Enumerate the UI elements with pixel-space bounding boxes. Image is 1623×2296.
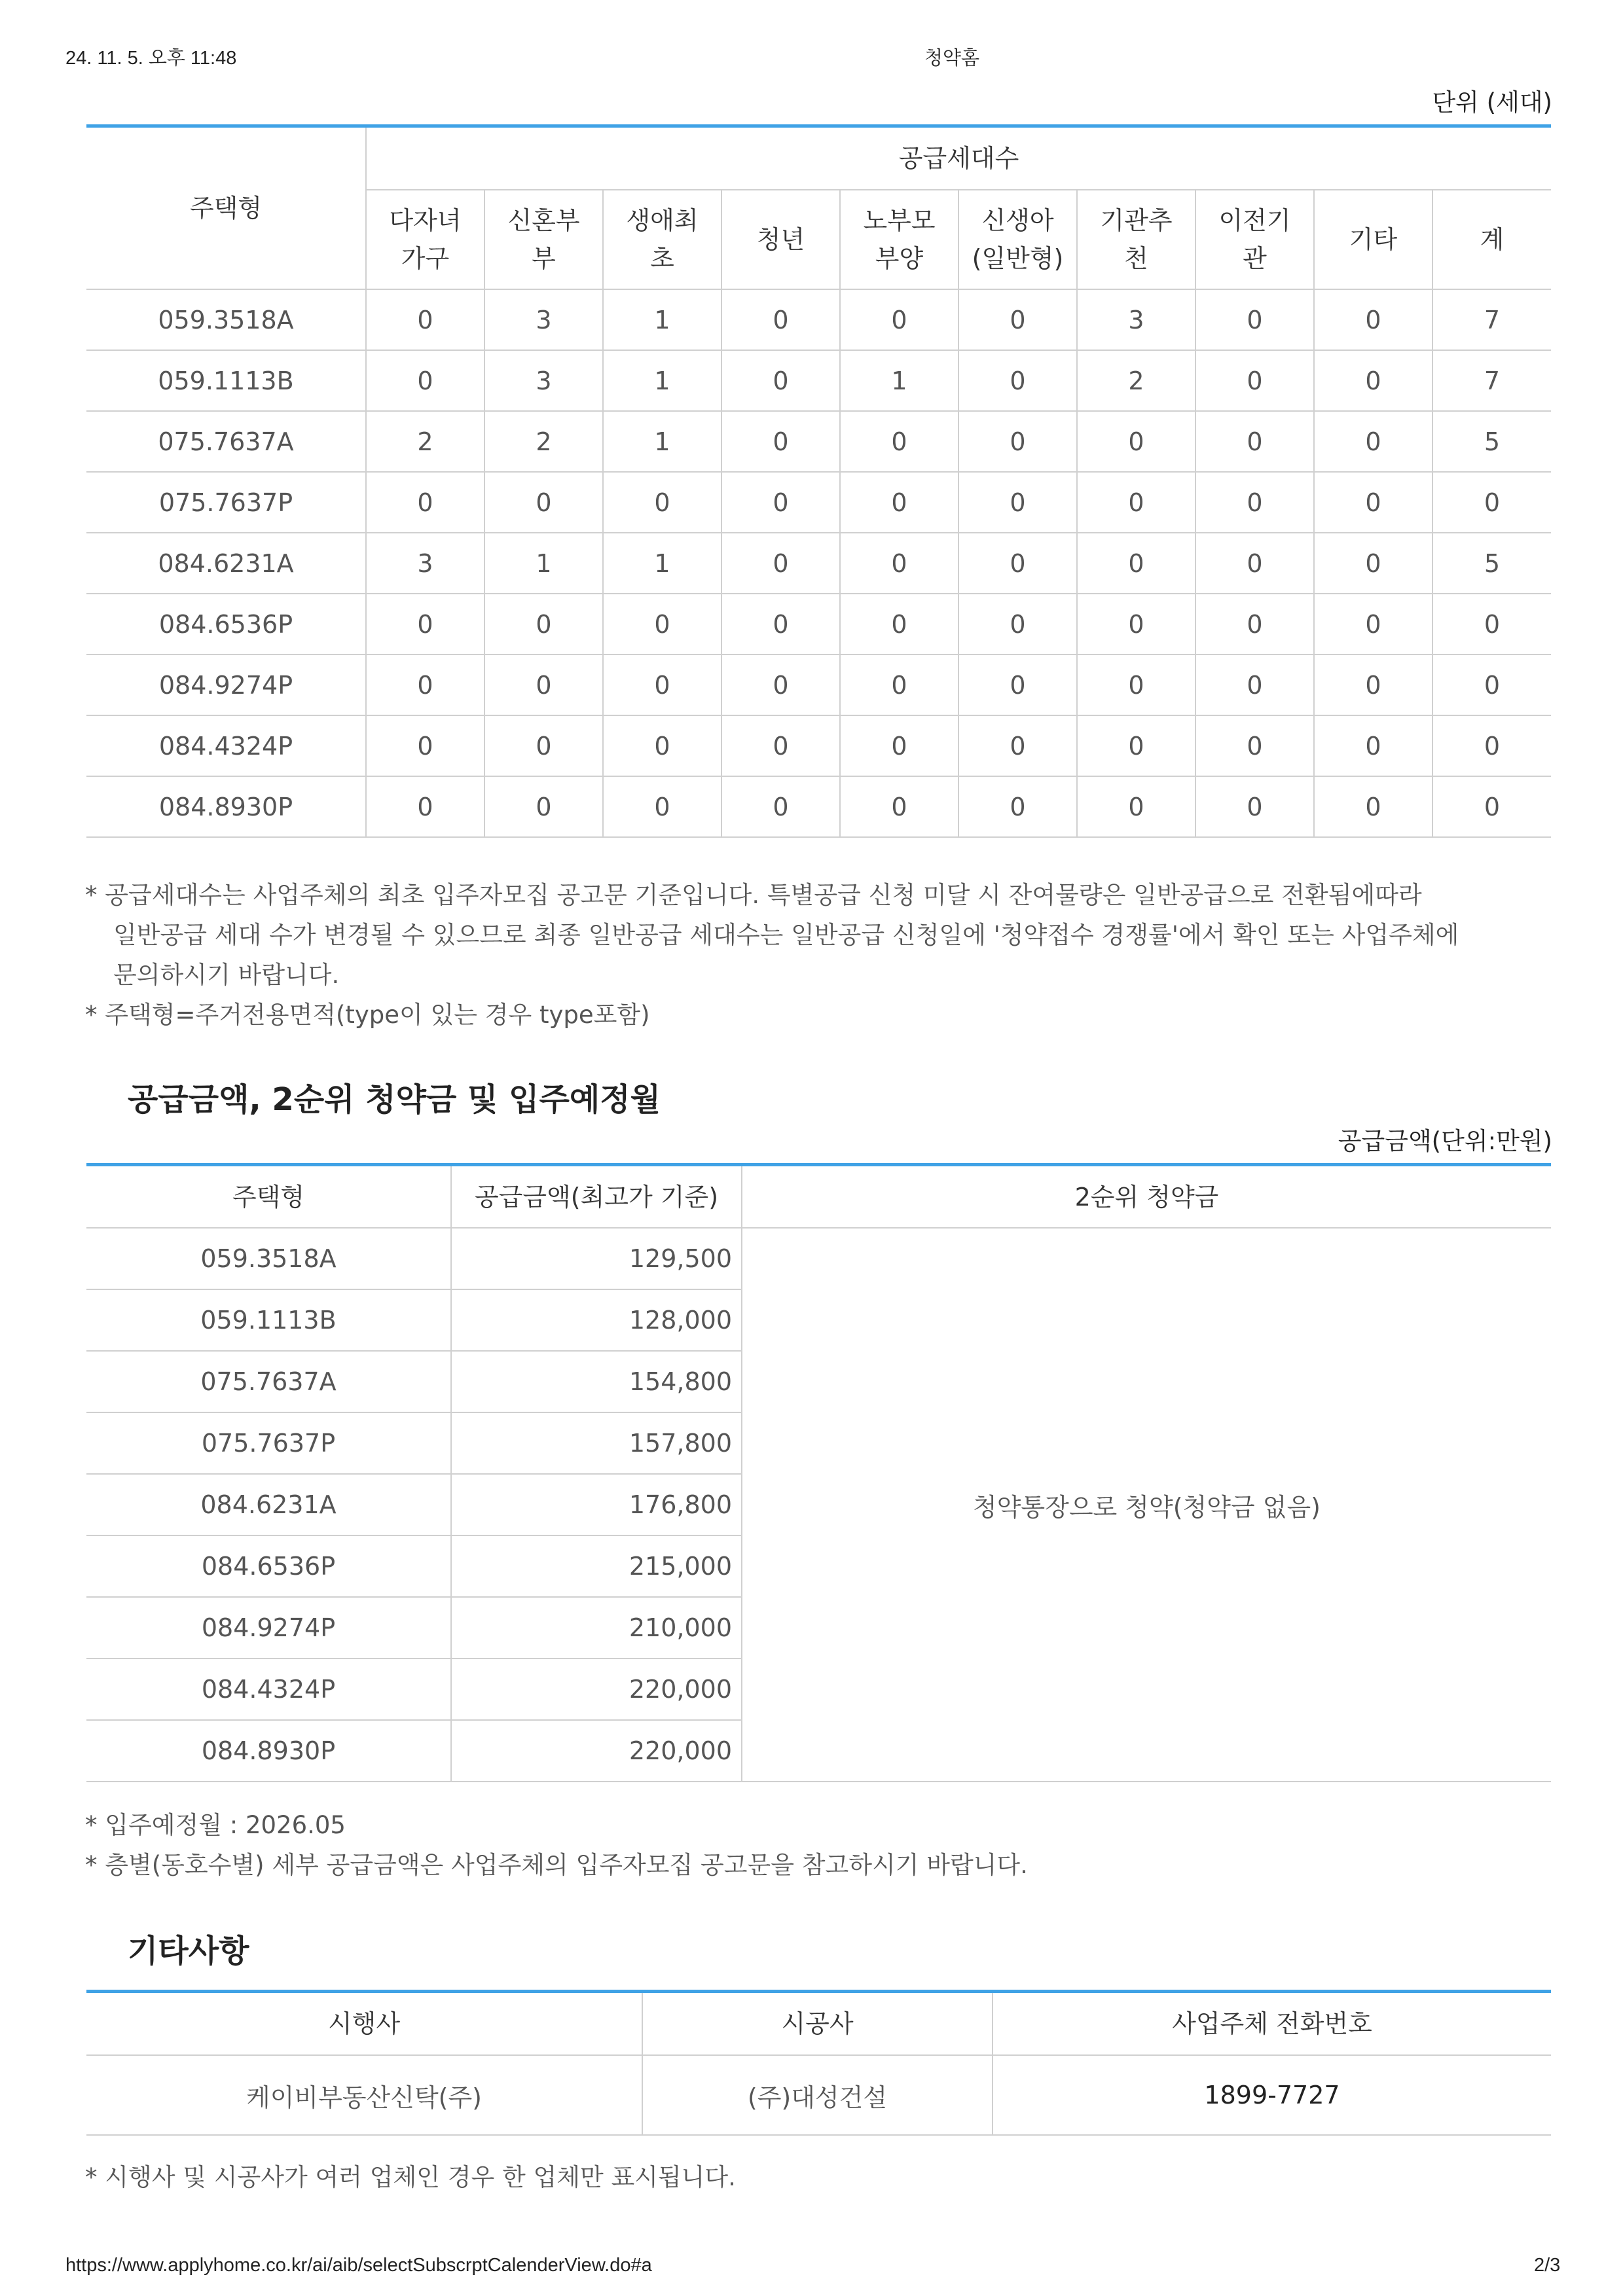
supply-col-header: 신혼부 부 xyxy=(484,190,603,289)
other-info-table xyxy=(86,1990,1551,2136)
supply-count-cell: 0 xyxy=(1432,715,1551,776)
supply-col-header: 다자녀 가구 xyxy=(366,190,484,289)
supply-row xyxy=(86,472,1551,533)
supply-count-cell: 0 xyxy=(721,594,840,655)
supply-count-cell: 0 xyxy=(1432,472,1551,533)
housing-type-cell: 084.4324P xyxy=(86,715,366,776)
supply-count-cell: 1 xyxy=(840,350,958,411)
supply-count-cell: 0 xyxy=(484,594,603,655)
supply-price-cell: 176,800 xyxy=(451,1474,742,1535)
supply-count-cell: 0 xyxy=(1077,776,1195,837)
supply-count-cell: 0 xyxy=(840,776,958,837)
supply-count-cell: 0 xyxy=(484,655,603,715)
supply-price-cell: 157,800 xyxy=(451,1412,742,1474)
other-note: * 시행사 및 시공사가 여러 업체인 경우 한 업체만 표시됩니다. xyxy=(85,2163,736,2191)
supply-count-cell: 0 xyxy=(840,411,958,472)
supply-price-cell: 220,000 xyxy=(451,1659,742,1720)
housing-type-header: 주택형 xyxy=(86,126,366,290)
housing-type-cell: 075.7637A xyxy=(86,411,366,472)
supply-units-table xyxy=(86,124,1551,838)
supply-count-cell: 0 xyxy=(1195,411,1314,472)
supply-price-cell: 210,000 xyxy=(451,1597,742,1659)
supply-row xyxy=(86,350,1551,411)
supply-count-cell: 2 xyxy=(1077,350,1195,411)
supply-count-cell: 0 xyxy=(1195,472,1314,533)
supply-count-cell: 0 xyxy=(1314,715,1432,776)
supply-count-cell: 0 xyxy=(1314,776,1432,837)
supply-count-cell: 0 xyxy=(484,472,603,533)
supply-row xyxy=(86,655,1551,715)
supply-count-cell: 0 xyxy=(1077,411,1195,472)
supply-count-cell: 1 xyxy=(603,289,721,350)
constructor-value: (주)대성건설 xyxy=(642,2055,993,2135)
price-unit-label: 공급금액(단위:만원) xyxy=(1338,1127,1552,1155)
supply-col-header: 생애최 초 xyxy=(603,190,721,289)
supply-notes xyxy=(85,875,1459,1035)
housing-type-cell: 084.6536P xyxy=(86,1535,451,1597)
supply-row xyxy=(86,776,1551,837)
supply-count-cell: 5 xyxy=(1432,533,1551,594)
supply-count-cell: 0 xyxy=(958,289,1077,350)
supply-count-cell: 1 xyxy=(603,350,721,411)
move-in-note: * 입주예정월 : 2026.05 xyxy=(85,1811,346,1839)
phone-header: 사업주체 전화번호 xyxy=(993,1992,1551,2056)
supply-count-cell: 0 xyxy=(366,776,484,837)
supply-note-2: 일반공급 세대 수가 변경될 수 있으므로 최종 일반공급 세대수는 일반공급 신청일에 '청약접수 경쟁률'에서 확인 또는 사업주체에 xyxy=(113,921,1459,949)
supply-count-cell: 0 xyxy=(484,776,603,837)
other-section-title: 기타사항 xyxy=(128,1933,249,1969)
supply-count-cell: 2 xyxy=(366,411,484,472)
supply-note-4: * 주택형=주거전용면적(type이 있는 경우 type포함) xyxy=(85,1001,650,1029)
supply-count-cell: 0 xyxy=(958,594,1077,655)
supply-price-cell: 215,000 xyxy=(451,1535,742,1597)
housing-type-cell: 084.9274P xyxy=(86,1597,451,1659)
price-col-deposit: 2순위 청약금 xyxy=(742,1165,1551,1229)
housing-type-cell: 084.6231A xyxy=(86,533,366,594)
supply-col-header: 이전기 관 xyxy=(1195,190,1314,289)
supply-count-cell: 0 xyxy=(958,411,1077,472)
supply-count-cell: 0 xyxy=(366,594,484,655)
supply-count-cell: 1 xyxy=(484,533,603,594)
supply-count-cell: 0 xyxy=(840,594,958,655)
supply-count-cell: 0 xyxy=(958,533,1077,594)
price-col-amount: 공급금액(최고가 기준) xyxy=(451,1165,742,1229)
supply-count-header: 공급세대수 xyxy=(366,126,1551,190)
supply-count-cell: 0 xyxy=(958,715,1077,776)
supply-count-cell: 0 xyxy=(1195,715,1314,776)
supply-count-cell: 0 xyxy=(603,472,721,533)
supply-count-cell: 0 xyxy=(958,655,1077,715)
supply-count-cell: 0 xyxy=(721,350,840,411)
supply-col-header: 기타 xyxy=(1314,190,1432,289)
supply-count-cell: 0 xyxy=(1314,594,1432,655)
housing-type-cell: 059.1113B xyxy=(86,1289,451,1351)
supply-col-header: 신생아 (일반형) xyxy=(958,190,1077,289)
supply-count-cell: 3 xyxy=(484,350,603,411)
housing-type-cell: 084.6536P xyxy=(86,594,366,655)
supply-col-header: 계 xyxy=(1432,190,1551,289)
supply-count-cell: 0 xyxy=(1195,350,1314,411)
housing-type-cell: 059.3518A xyxy=(86,289,366,350)
supply-count-cell: 0 xyxy=(1314,655,1432,715)
supply-count-cell: 0 xyxy=(721,715,840,776)
supply-count-cell: 0 xyxy=(1195,594,1314,655)
supply-count-cell: 1 xyxy=(603,533,721,594)
supply-count-cell: 0 xyxy=(721,411,840,472)
supply-count-cell: 0 xyxy=(1195,776,1314,837)
print-page-title: 청약홈 xyxy=(924,48,980,69)
supply-note-3: 문의하시기 바랍니다. xyxy=(113,961,340,989)
housing-type-cell: 084.9274P xyxy=(86,655,366,715)
supply-note-1: * 공급세대수는 사업주체의 최초 입주자모집 공고문 기준입니다. 특별공급 신청 미달 시 잔여물량은 일반공급으로 전환됨에따라 xyxy=(85,881,1422,909)
supply-count-cell: 0 xyxy=(1195,289,1314,350)
supply-count-cell: 5 xyxy=(1432,411,1551,472)
supply-count-cell: 0 xyxy=(1077,533,1195,594)
supply-count-cell: 0 xyxy=(1314,472,1432,533)
developer-value: 케이비부동산신탁(주) xyxy=(86,2055,642,2135)
supply-unit-label: 단위 (세대) xyxy=(1432,88,1552,117)
supply-count-cell: 0 xyxy=(958,776,1077,837)
constructor-header: 시공사 xyxy=(642,1992,993,2056)
supply-count-cell: 3 xyxy=(366,533,484,594)
housing-type-cell: 059.3518A xyxy=(86,1228,451,1289)
housing-type-cell: 084.8930P xyxy=(86,776,366,837)
supply-row xyxy=(86,411,1551,472)
floor-price-note: * 층별(동호수별) 세부 공급금액은 사업주체의 입주자모집 공고문을 참고하시기 바랍니다. xyxy=(85,1851,1028,1879)
supply-price-cell: 129,500 xyxy=(451,1228,742,1289)
housing-type-cell: 084.8930P xyxy=(86,1720,451,1782)
supply-count-cell: 0 xyxy=(1195,655,1314,715)
supply-count-cell: 0 xyxy=(1077,715,1195,776)
print-url[interactable]: https://www.applyhome.co.kr/ai/aib/selectSubscrptCalenderView.do#a xyxy=(65,2255,652,2276)
supply-count-cell: 7 xyxy=(1432,350,1551,411)
supply-count-cell: 1 xyxy=(603,411,721,472)
supply-count-cell: 0 xyxy=(1077,594,1195,655)
supply-count-cell: 0 xyxy=(1077,472,1195,533)
supply-count-cell: 0 xyxy=(1314,533,1432,594)
price-col-housing-type: 주택형 xyxy=(86,1165,451,1229)
supply-price-cell: 128,000 xyxy=(451,1289,742,1351)
supply-count-cell: 0 xyxy=(840,472,958,533)
deposit-cell: 청약통장으로 청약(청약금 없음) xyxy=(742,1228,1551,1782)
supply-count-cell: 0 xyxy=(1195,533,1314,594)
supply-count-cell: 3 xyxy=(484,289,603,350)
print-datetime: 24. 11. 5. 오후 11:48 xyxy=(65,48,237,69)
supply-count-cell: 0 xyxy=(1432,776,1551,837)
supply-col-header: 청년 xyxy=(721,190,840,289)
supply-count-cell: 0 xyxy=(1077,655,1195,715)
supply-price-cell: 220,000 xyxy=(451,1720,742,1782)
housing-type-cell: 075.7637P xyxy=(86,472,366,533)
supply-count-cell: 0 xyxy=(840,533,958,594)
supply-count-cell: 0 xyxy=(721,533,840,594)
supply-count-cell: 3 xyxy=(1077,289,1195,350)
housing-type-cell: 075.7637P xyxy=(86,1412,451,1474)
price-row xyxy=(86,1228,1551,1289)
price-section-title: 공급금액, 2순위 청약금 및 입주예정월 xyxy=(128,1081,661,1118)
supply-count-cell: 0 xyxy=(958,472,1077,533)
supply-row xyxy=(86,533,1551,594)
supply-count-cell: 0 xyxy=(721,289,840,350)
supply-count-cell: 0 xyxy=(366,715,484,776)
housing-type-cell: 075.7637A xyxy=(86,1351,451,1412)
supply-count-cell: 0 xyxy=(958,350,1077,411)
supply-count-cell: 0 xyxy=(721,776,840,837)
supply-count-cell: 0 xyxy=(1432,655,1551,715)
supply-price-cell: 154,800 xyxy=(451,1351,742,1412)
housing-type-cell: 059.1113B xyxy=(86,350,366,411)
supply-count-cell: 0 xyxy=(603,655,721,715)
supply-count-cell: 0 xyxy=(603,594,721,655)
supply-count-cell: 2 xyxy=(484,411,603,472)
supply-count-cell: 0 xyxy=(721,655,840,715)
phone-value: 1899-7727 xyxy=(993,2055,1551,2135)
supply-count-cell: 0 xyxy=(1314,350,1432,411)
supply-count-cell: 7 xyxy=(1432,289,1551,350)
supply-count-cell: 0 xyxy=(366,655,484,715)
supply-count-cell: 0 xyxy=(721,472,840,533)
price-notes xyxy=(85,1805,1028,1885)
supply-count-cell: 0 xyxy=(603,715,721,776)
supply-count-cell: 0 xyxy=(840,715,958,776)
supply-count-cell: 0 xyxy=(603,776,721,837)
supply-count-cell: 0 xyxy=(1432,594,1551,655)
supply-count-cell: 0 xyxy=(1314,411,1432,472)
supply-row xyxy=(86,594,1551,655)
housing-type-cell: 084.4324P xyxy=(86,1659,451,1720)
supply-count-cell: 0 xyxy=(366,350,484,411)
supply-row xyxy=(86,289,1551,350)
supply-count-cell: 0 xyxy=(484,715,603,776)
supply-col-header: 노부모 부양 xyxy=(840,190,958,289)
price-table xyxy=(86,1163,1551,1782)
supply-count-cell: 0 xyxy=(840,655,958,715)
supply-count-cell: 0 xyxy=(366,289,484,350)
supply-row xyxy=(86,715,1551,776)
supply-count-cell: 0 xyxy=(366,472,484,533)
supply-count-cell: 0 xyxy=(840,289,958,350)
print-page-number: 2/3 xyxy=(1534,2255,1561,2276)
supply-count-cell: 0 xyxy=(1314,289,1432,350)
housing-type-cell: 084.6231A xyxy=(86,1474,451,1535)
developer-header: 시행사 xyxy=(86,1992,642,2056)
supply-col-header: 기관추 천 xyxy=(1077,190,1195,289)
